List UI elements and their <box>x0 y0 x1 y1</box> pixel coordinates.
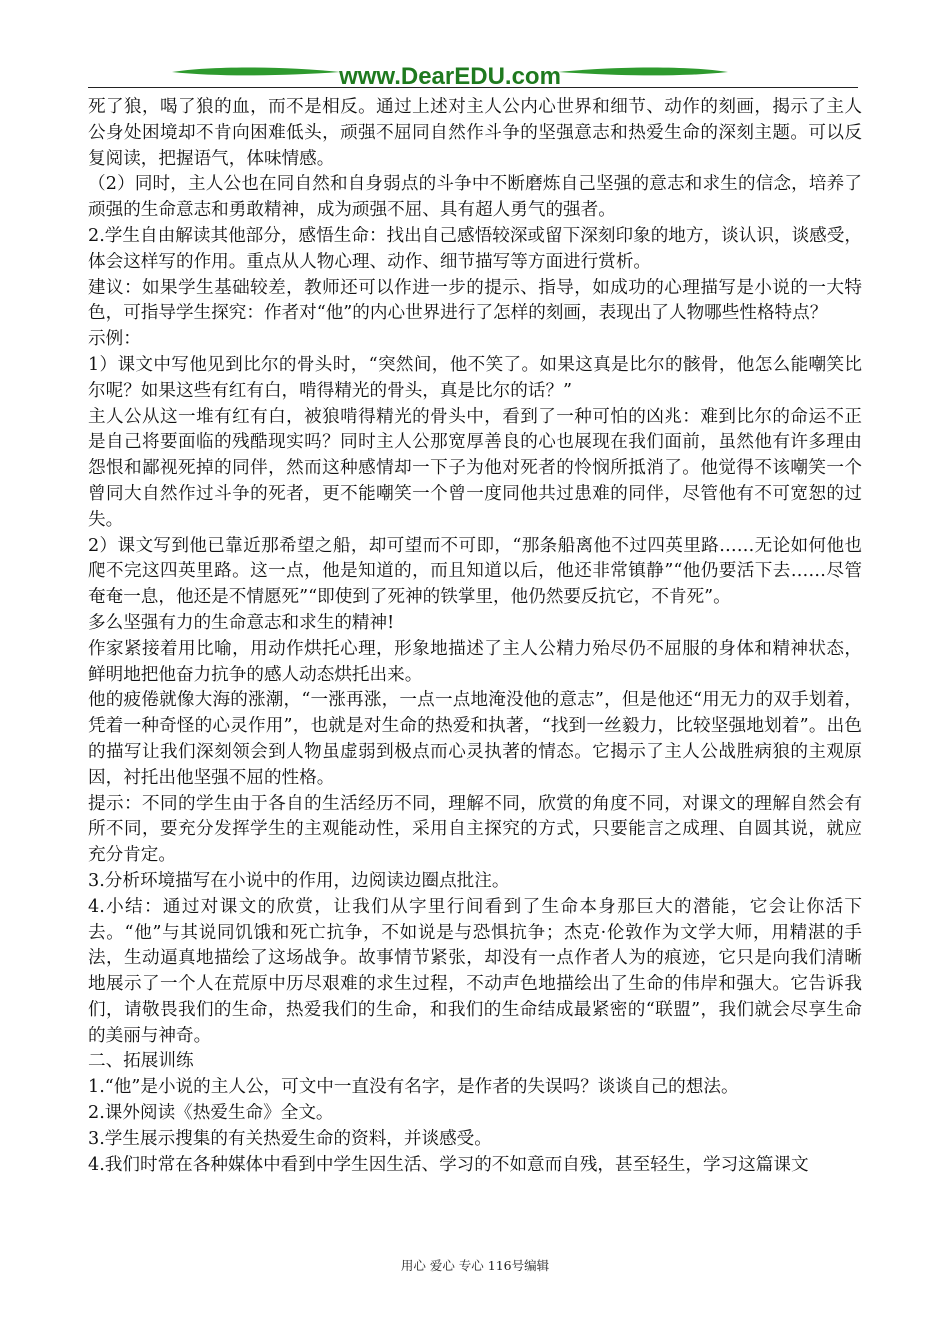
section-heading: 二、拓展训练 <box>88 1051 194 1072</box>
right-swoosh-icon <box>558 68 728 76</box>
paragraph: 4.我们时常在各种媒体中看到中学生因生活、学习的不如意而自残，甚至轻生，学习这篇课文 <box>88 1154 809 1175</box>
paragraph: 2.课外阅读《热爱生命》全文。 <box>88 1103 334 1124</box>
document-body <box>88 95 862 1178</box>
paragraph: 多么坚强有力的生命意志和求生的精神! <box>88 612 395 633</box>
header-divider <box>88 87 858 88</box>
paragraph: 2）课文写到他已靠近那希望之船，却可望而不可即，“那条船离他不过四英里路……无论如何他也爬不完这四英里路。这一点，他是知道的，而且知道以后，他还非常镇静”“他仍要活下去……尽管奄奄一息，他还是不情愿死”“即使到了死神的铁掌里，他仍然要反抗它，不肯死”。 <box>88 535 862 608</box>
paragraph: 他的疲倦就像大海的涨潮，“一涨再涨，一点一点地淹没他的意志”，但是他还“用无力的双手划着，凭着一种奇怪的心灵作用”，也就是对生命的热爱和执著，“找到一丝毅力，比较坚强地划着”。出色的描写让我们深刻领会到人物虽虚弱到极点而心灵执著的情态。它揭示了主人公战胜病狼的主观原因，衬托出他坚强不屈的性格。 <box>88 690 862 788</box>
paragraph: 提示：不同的学生由于各自的生活经历不同，理解不同，欣赏的角度不同，对课文的理解自然会有所不同，要充分发挥学生的主观能动性，采用自主探究的方式，只要能言之成理、自圆其说，就应充分肯定。 <box>88 793 862 866</box>
page-footer: 用心 爱心 专心 116号编辑 <box>400 1258 550 1273</box>
paragraph: 死了狼，喝了狼的血，而不是相反。通过上述对主人公内心世界和细节、动作的刻画，揭示了主人公身处困境却不肯向困难低头，顽强不屈同自然作斗争的坚强意志和热爱生命的深刻主题。可以反复阅读，把握语气，体味情感。 <box>88 97 862 169</box>
site-logo-text: www.DearEDU.com <box>339 63 561 90</box>
paragraph: 4.小结：通过对课文的欣赏，让我们从字里行间看到了生命本身那巨大的潜能，它会让你活下去。“他”与其说同饥饿和死亡抗争，不如说是与恐惧抗争；杰克·伦敦作为文学大师，用精湛的手法，生动逼真地描绘了这场战争。故事情节紧张，却没有一点作者人为的痕迹，它只是向我们清晰地展示了一个人在荒原中历尽艰难的求生过程，不动声色地描绘出了生命的伟岸和强大。它告诉我们，请敬畏我们的生命，热爱我们的生命，和我们的生命结成最紧密的“联盟”，我们就会尽享生命的美丽与神奇。 <box>88 896 862 1046</box>
paragraph: 3.分析环境描写在小说中的作用，边阅读边圈点批注。 <box>88 870 510 891</box>
paragraph: 1.“他”是小说的主人公，可文中一直没有名字，是作者的失误吗？谈谈自己的想法。 <box>88 1077 739 1098</box>
paragraph: 示例： <box>88 329 141 350</box>
paragraph: 1）课文中写他见到比尔的骨头时，“突然间，他不笑了。如果这真是比尔的骸骨，他怎么能嘲笑比尔呢？如果这些有红有白，啃得精光的骨头，真是比尔的话？” <box>88 354 862 401</box>
left-swoosh-icon <box>172 68 340 76</box>
paragraph: 主人公从这一堆有红有白，被狼啃得精光的骨头中，看到了一种可怕的凶兆：难到比尔的命运不正是自己将要面临的残酷现实吗？同时主人公那宽厚善良的心也展现在我们面前，虽然他有许多理由怨恨和鄙视死掉的同伴，然而这种感情却一下子为他对死者的怜悯所抵消了。他觉得不该嘲笑一个曾同大自然作过斗争的死者，更不能嘲笑一个曾一度同他共过患难的同伴，尽管他有不可宽恕的过失。 <box>88 406 862 530</box>
paragraph: 作家紧接着用比喻，用动作烘托心理，形象地描述了主人公精力殆尽仍不屈服的身体和精神状态，鲜明地把他奋力抗争的感人动态烘托出来。 <box>88 638 862 685</box>
paragraph: 2.学生自由解读其他部分，感悟生命：找出自己感悟较深或留下深刻印象的地方，谈认识，谈感受，体会这样写的作用。重点从人物心理、动作、细节描写等方面进行赏析。 <box>88 225 862 272</box>
paragraph: 建议：如果学生基础较差，教师还可以作进一步的提示、指导，如成功的心理描写是小说的一大特色，可指导学生探究：作者对“他”的内心世界进行了怎样的刻画，表现出了人物哪些性格特点？ <box>88 277 862 324</box>
paragraph: （2）同时，主人公也在同自然和自身弱点的斗争中不断磨炼自己坚强的意志和求生的信念，培养了顽强的生命意志和勇敢精神，成为顽强不屈、具有超人勇气的强者。 <box>88 174 862 221</box>
paragraph: 3.学生展示搜集的有关热爱生命的资料，并谈感受。 <box>88 1128 492 1149</box>
